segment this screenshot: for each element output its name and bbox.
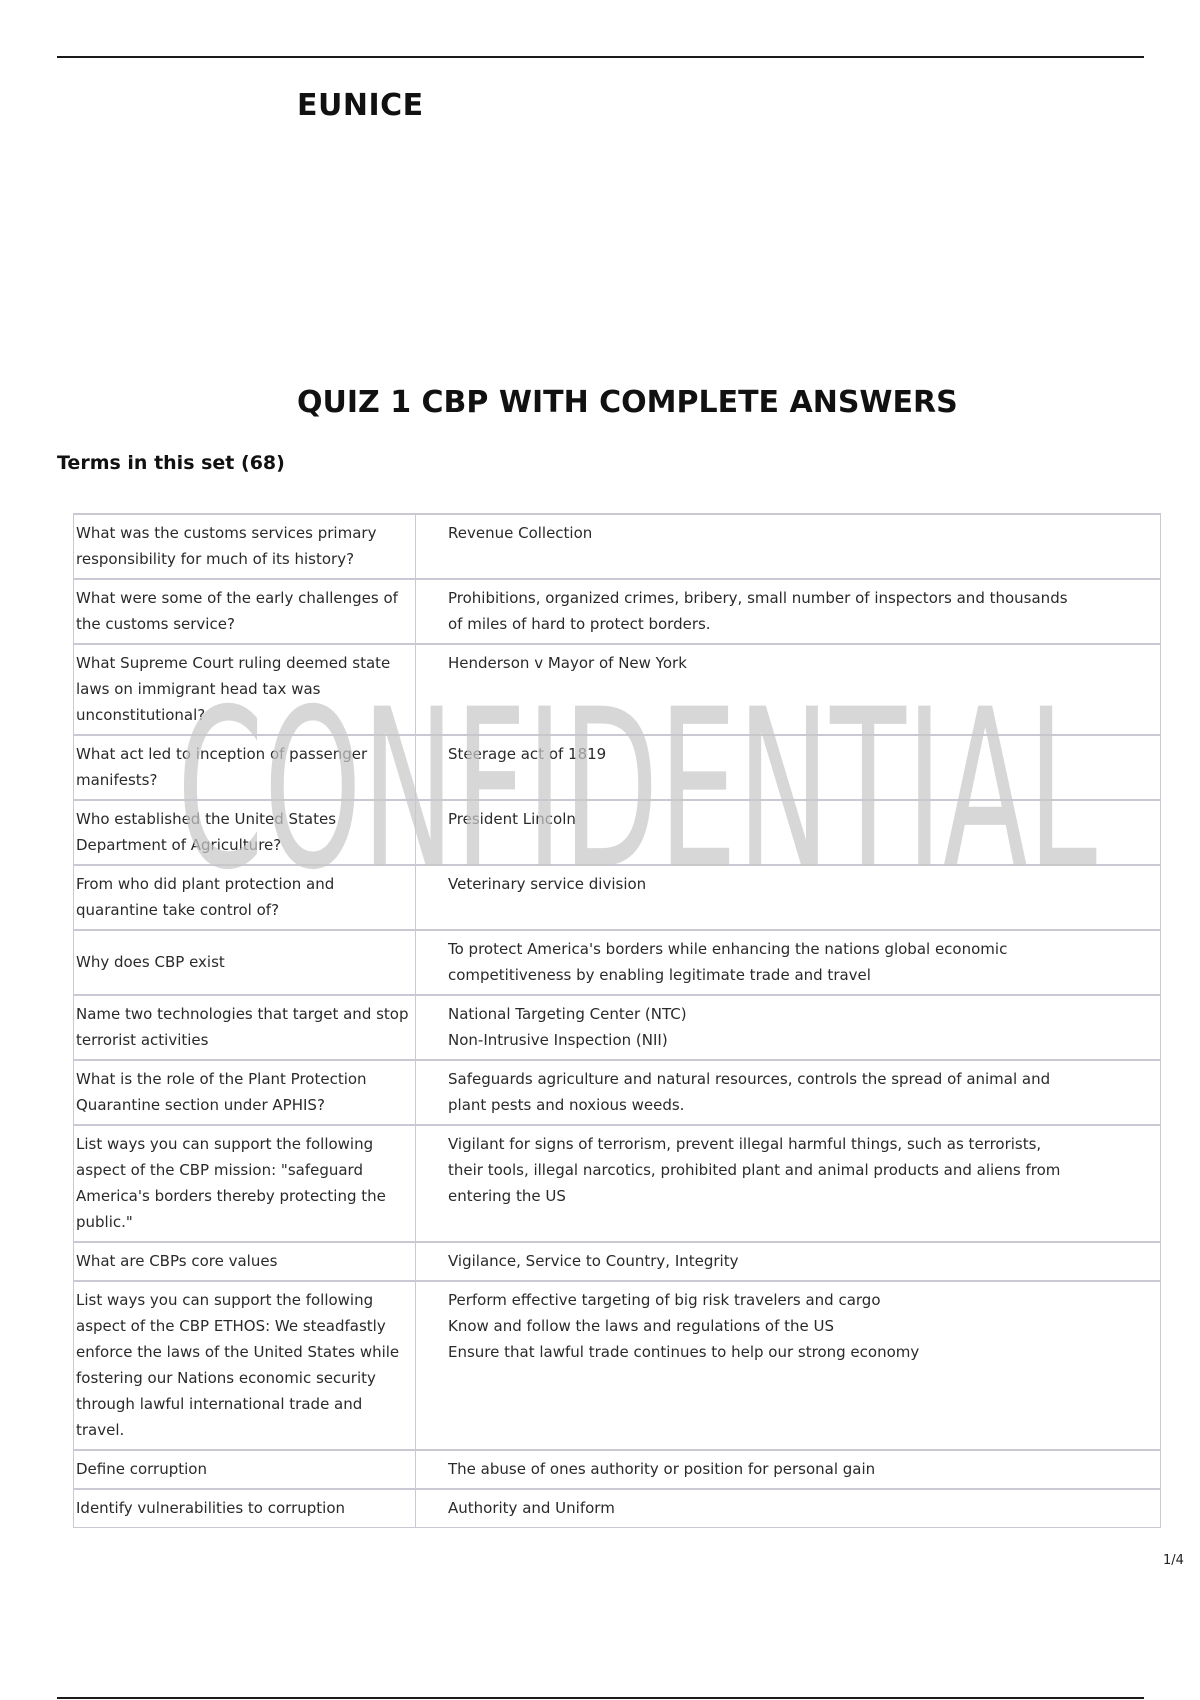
term-cell: What were some of the early challenges of the customs service?: [74, 579, 416, 644]
definition-cell: [416, 995, 1161, 1060]
term-cell: From who did plant protection and quarantine take control of?: [74, 865, 416, 930]
definition-cell: [416, 735, 1161, 800]
definition-cell: [416, 1242, 1161, 1281]
definition-cell: [416, 644, 1161, 735]
term-cell: What Supreme Court ruling deemed state laws on immigrant head tax was unconstitutional?: [74, 644, 416, 735]
top-rule: [57, 56, 1144, 58]
definition-line: Henderson v Mayor of New York: [448, 654, 687, 672]
definition-cell: [416, 1489, 1161, 1528]
definition-line: Safeguards agriculture and natural resources, controls the spread of animal and plant pests and noxious weeds.: [448, 1070, 1051, 1114]
term-cell: Why does CBP exist: [74, 930, 416, 995]
term-cell: What is the role of the Plant Protection Quarantine section under APHIS?: [74, 1060, 416, 1125]
definition-cell: [416, 514, 1161, 579]
table-row: [74, 1125, 1161, 1242]
definition-line: Revenue Collection: [448, 524, 593, 542]
table-row: [74, 1281, 1161, 1450]
definition-line: President Lincoln: [448, 810, 576, 828]
term-cell: List ways you can support the following aspect of the CBP mission: "safeguard America's borders thereby protecting the public.": [74, 1125, 416, 1242]
term-cell: Name two technologies that target and stop terrorist activities: [74, 995, 416, 1060]
definition-line: Non-Intrusive Inspection (NII): [448, 1031, 668, 1049]
watermark-text: CONFIDENTIAL: [177, 666, 1097, 896]
table-row: [74, 1450, 1161, 1489]
bottom-rule: [57, 1697, 1144, 1699]
definition-cell: [416, 1060, 1161, 1125]
definition-cell: [416, 865, 1161, 930]
document-title: QUIZ 1 CBP WITH COMPLETE ANSWERS: [297, 385, 958, 420]
definition-line: Authority and Uniform: [448, 1499, 615, 1517]
definition-line: Veterinary service division: [448, 875, 647, 893]
terms-table: [73, 513, 1161, 1528]
table-row: [74, 995, 1161, 1060]
term-cell: What act led to inception of passenger manifests?: [74, 735, 416, 800]
definition-line: The abuse of ones authority or position for personal gain: [448, 1460, 876, 1478]
definition-cell: [416, 800, 1161, 865]
table-row: [74, 800, 1161, 865]
term-cell: List ways you can support the following aspect of the CBP ETHOS: We steadfastly enforce the laws of the United States while fostering our Nations economic security through lawful international trade and travel.: [74, 1281, 416, 1450]
definition-cell: [416, 1281, 1161, 1450]
definition-line: Vigilance, Service to Country, Integrity: [448, 1252, 739, 1270]
definition-line: Know and follow the laws and regulations of the US: [448, 1317, 835, 1335]
table-row: [74, 1489, 1161, 1528]
table-row: [74, 579, 1161, 644]
definition-line: Steerage act of 1819: [448, 745, 607, 763]
definition-line: Prohibitions, organized crimes, bribery, small number of inspectors and thousands of miles of hard to protect borders.: [448, 589, 1068, 633]
definition-line: Perform effective targeting of big risk travelers and cargo: [448, 1291, 881, 1309]
table-row: [74, 1060, 1161, 1125]
term-cell: What was the customs services primary responsibility for much of its history?: [74, 514, 416, 579]
table-row: [74, 644, 1161, 735]
definition-line: National Targeting Center (NTC): [448, 1005, 687, 1023]
term-cell: Identify vulnerabilities to corruption: [74, 1489, 416, 1528]
definition-cell: [416, 579, 1161, 644]
definition-line: Vigilant for signs of terrorism, prevent illegal harmful things, such as terrorists, their tools, illegal narcotics, prohibited plant and animal products and aliens from entering the US: [448, 1135, 1061, 1205]
table-row: [74, 865, 1161, 930]
definition-line: Ensure that lawful trade continues to help our strong economy: [448, 1343, 920, 1361]
term-cell: Define corruption: [74, 1450, 416, 1489]
definition-line: To protect America's borders while enhancing the nations global economic competitiveness by enabling legitimate trade and travel: [448, 940, 1008, 984]
term-cell: What are CBPs core values: [74, 1242, 416, 1281]
term-cell: Who established the United States Department of Agriculture?: [74, 800, 416, 865]
table-row: [74, 735, 1161, 800]
definition-cell: [416, 1125, 1161, 1242]
definition-cell: [416, 930, 1161, 995]
terms-count-heading: Terms in this set (68): [57, 452, 285, 474]
table-row: [74, 514, 1161, 579]
author-name: EUNICE: [297, 88, 424, 123]
table-row: [74, 1242, 1161, 1281]
page-number: 1/4: [1163, 1553, 1184, 1568]
definition-cell: [416, 1450, 1161, 1489]
table-row: [74, 930, 1161, 995]
